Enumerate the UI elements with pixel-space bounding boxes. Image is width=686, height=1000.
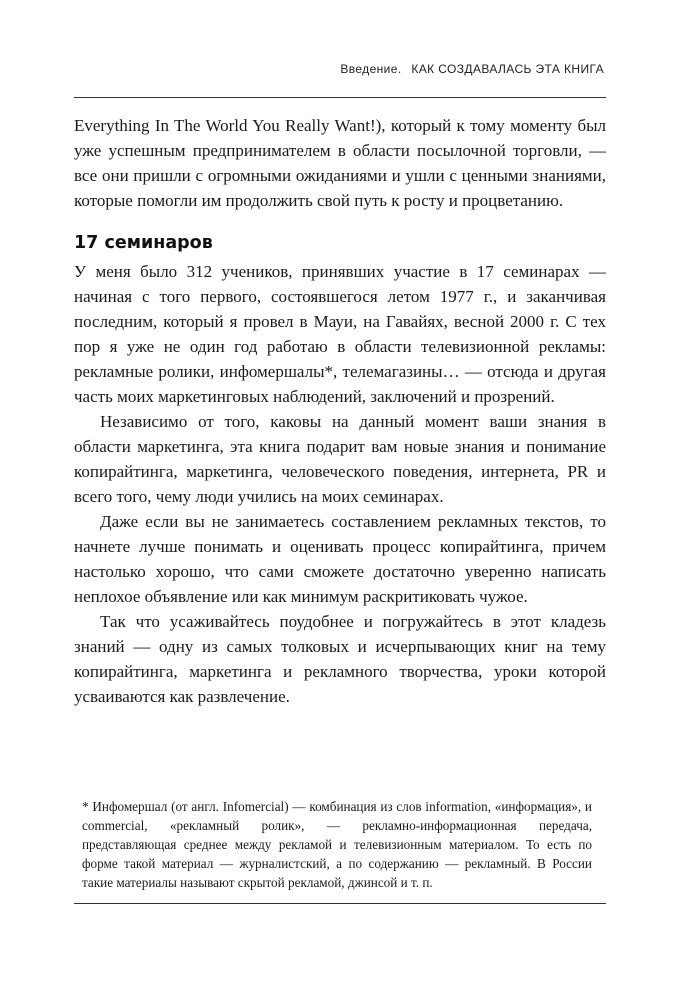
footnote-text: * Инфомершал (от англ. Infomercial) — комбинация из слов information, «информация», и commercial, «рекламный ролик», — рекламно-информационная передача, представляющая среднее между рекламой и телевизионным материалом. То есть по форме такой материал — журналистский, а по содержанию — рекламный. В России такие материалы называют скрытой рекламой, джинсой и т. п. xyxy=(82,799,592,890)
main-text xyxy=(74,113,606,709)
footer-rule xyxy=(74,903,606,904)
running-head xyxy=(340,62,604,76)
section-heading: 17 семинаров xyxy=(74,233,213,253)
continuation-paragraph: Everything In The World You Really Want!), который к тому моменту был уже успешным предпринимателем в области посылочной торговли, — все они пришли с огромными ожиданиями и ушли с ценными знаниями, которые помогли им продолжить свой путь к росту и процветанию. xyxy=(74,116,606,210)
header-rule xyxy=(74,97,606,98)
paragraph: Даже если вы не занимаетесь составлением рекламных текстов, то начнете лучше понимать и оценивать процесс копирайтинга, причем настолько хорошо, что сами сможете достаточно уверенно написать неплохое объявление или как минимум раскритиковать чужое. xyxy=(74,512,606,606)
paragraph: Так что усаживайтесь поудобнее и погружайтесь в этот кладезь знаний — одну из самых толковых и исчерпывающих книг на тему копирайтинга, маркетинга и рекламного творчества, уроки которой усваиваются как развлечение. xyxy=(74,612,606,706)
paragraph: Независимо от того, каковы на данный момент ваши знания в области маркетинга, эта книга подарит вам новые знания и понимание копирайтинга, маркетинга, человеческого поведения, интернета, PR и всего того, чему люди учились на моих семинарах. xyxy=(74,412,606,506)
footnote xyxy=(82,797,592,892)
running-head-title: КАК СОЗДАВАЛАСЬ ЭТА КНИГА xyxy=(411,62,604,76)
paragraph: У меня было 312 учеников, принявших участие в 17 семинарах — начиная с того первого, состоявшегося летом 1977 г., и заканчивая последним, который я провел в Мауи, на Гавайях, весной 2000 г. С тех пор я уже не один год работаю в области телевизионной рекламы: рекламные ролики, инфомершалы*, телемагазины… — отсюда и другая часть моих маркетинговых наблюдений, заключений и прозрений. xyxy=(74,262,606,406)
running-head-chapter: Введение. xyxy=(340,62,402,76)
